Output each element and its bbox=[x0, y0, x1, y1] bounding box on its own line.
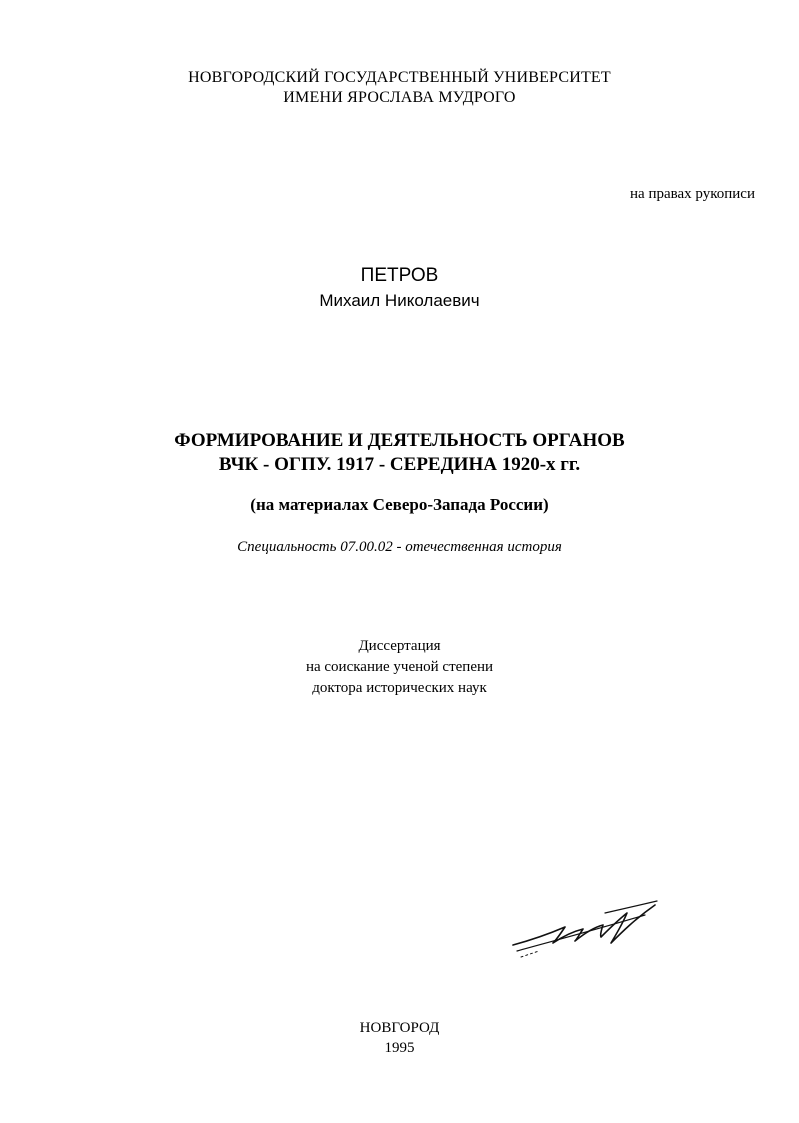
university-name-line1: НОВГОРОДСКИЙ ГОСУДАРСТВЕННЫЙ УНИВЕРСИТЕТ bbox=[188, 69, 611, 86]
author-given-name: Михаил Николаевич bbox=[319, 291, 480, 310]
city-name: НОВГОРОД bbox=[359, 1020, 440, 1036]
manuscript-rights-note: на правах рукописи bbox=[630, 186, 755, 202]
dissertation-type-line1: Диссертация bbox=[358, 638, 441, 654]
publication-year: 1995 bbox=[384, 1040, 415, 1056]
dissertation-title-line2: ВЧК - ОГПУ. 1917 - СЕРЕДИНА 1920-х гг. bbox=[218, 454, 581, 475]
dissertation-title-line1: ФОРМИРОВАНИЕ И ДЕЯТЕЛЬНОСТЬ ОРГАНОВ bbox=[174, 430, 625, 451]
dissertation-type-line2: на соискание ученой степени bbox=[305, 659, 494, 675]
author-surname: ПЕТРОВ bbox=[360, 265, 439, 286]
specialty-line: Специальность 07.00.02 - отечественная история bbox=[237, 539, 562, 555]
dissertation-type-line3: доктора исторических наук bbox=[312, 680, 487, 696]
university-name-line2: ИМЕНИ ЯРОСЛАВА МУДРОГО bbox=[283, 89, 516, 106]
dissertation-subtitle: (на материалах Северо-Запада России) bbox=[250, 495, 549, 514]
signature-icon bbox=[505, 893, 665, 963]
